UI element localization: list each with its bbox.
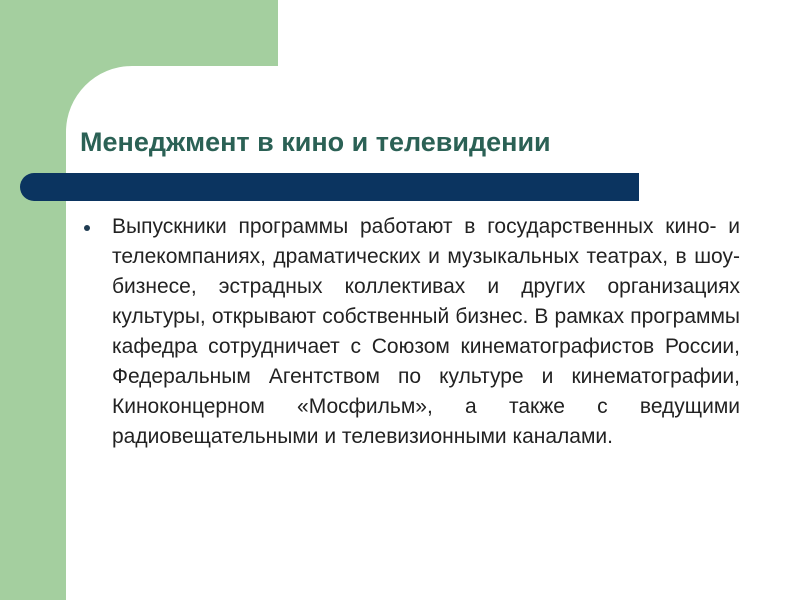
bullet-item [82, 212, 740, 452]
bullet-text: Выпускники программы работают в государственных кино- и телекомпаниях, драматических и музыкальных театрах, в шоу-бизнесе, эстрадных коллективах и других организациях культуры, открывают собственный бизнес. В рамках программы кафедра сотрудничает с Союзом кинематографистов России, Федеральным Агентством по культуре и кинематографии, Киноконцерном «Мосфильм», а также с ведущими радиовещательными и телевизионными каналами. [112, 215, 740, 448]
title-underline-bar [20, 173, 639, 201]
bullet-list [82, 212, 740, 452]
slide-title: Менеджмент в кино и телевидении [80, 127, 551, 157]
bullet-dot-icon [84, 225, 90, 231]
